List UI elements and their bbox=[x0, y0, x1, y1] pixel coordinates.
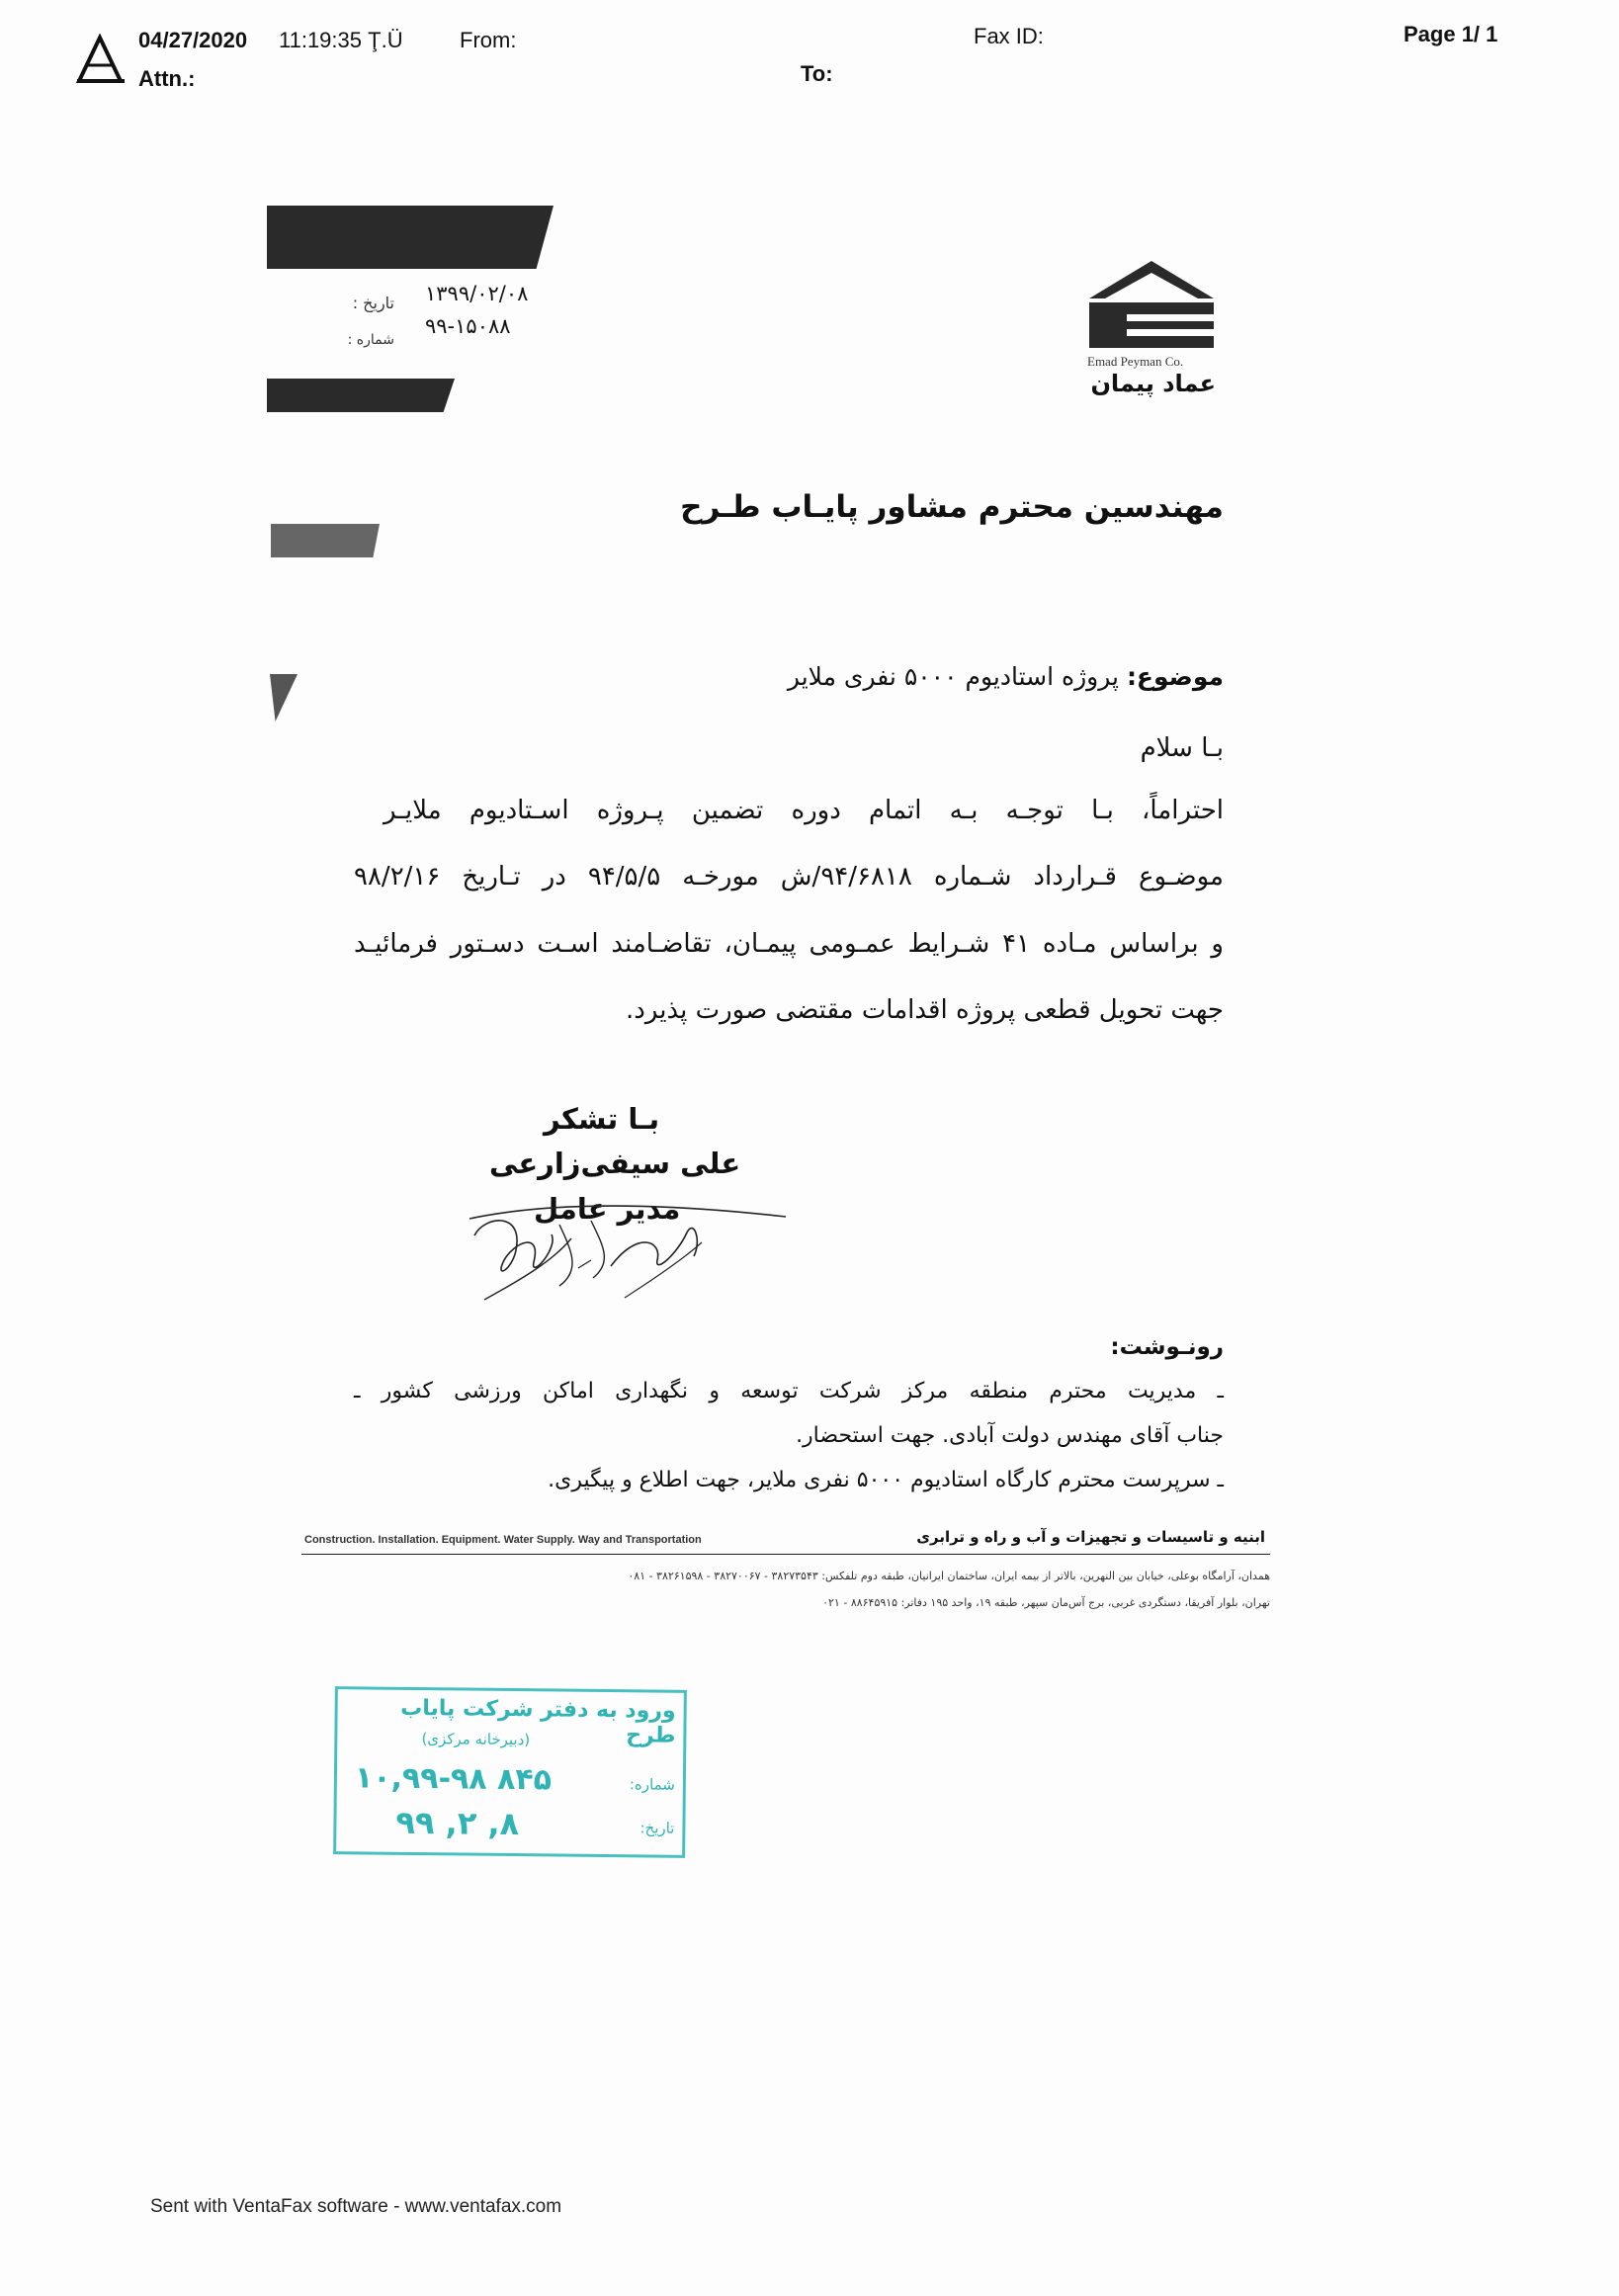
letter-number-value: ۹۹-۱۵۰۸۸ bbox=[425, 314, 511, 338]
services-en: Construction. Installation. Equipment. Water Supply. Way and Transportation bbox=[304, 1534, 702, 1546]
body-line: موضـوع قـرارداد شـماره ۹۴/۶۸۱۸/ش مورخـه ۹۴/۵/۵ در تـاریخ ۹۸/۲/۱۶ bbox=[354, 862, 1224, 892]
fax-page-number: Page 1/ 1 bbox=[1404, 22, 1498, 46]
subject-text: پروژه استادیوم ۵۰۰۰ نفری ملایر bbox=[787, 662, 1119, 691]
recipient-title: مهندسین محترم مشاور پایـاب طـرح bbox=[680, 489, 1224, 525]
stamp-date-label: تاریخ: bbox=[639, 1819, 675, 1837]
stamp-date-value: ۹۹ ,۲ ,۸ bbox=[395, 1803, 520, 1843]
redaction-bar-small bbox=[271, 524, 380, 557]
stamp-number-label: شماره: bbox=[629, 1775, 675, 1794]
company-logo-icon bbox=[1087, 259, 1216, 350]
greeting: بـا سلام bbox=[1140, 733, 1224, 763]
stamp-number-value: ۱۰,۹۹-۹۸ ۸۴۵ bbox=[354, 1760, 553, 1798]
fax-attn-label: Attn.: bbox=[138, 66, 196, 91]
letter-date-value: ۱۳۹۹/۰۲/۰۸ bbox=[425, 282, 529, 305]
address-line-1: همدان، آرامگاه بوعلی، خیابان بین النهرین، بالاتر از بیمه ایران، ساختمان ایرانیان، طبقه دوم تلفکس: ۳۸۲۷۳۵۴۳ - ۳۸۲۷۰۰۶۷ - ۳۸۲۶۱۵۹۸ - ۰۸۱ bbox=[628, 1570, 1270, 1582]
fax-time-suffix: Ţ.Ü bbox=[368, 28, 403, 52]
cc-label: رونـوشت: bbox=[1110, 1334, 1224, 1360]
address-line-2: تهران، بلوار آفریقا، دستگردی غربی، برج آس‌مان سپهر، طبقه ۱۹، واحد ۱۹۵ دفاتر: ۸۸۶۴۵۹۱۵ - ۰۲۱ bbox=[822, 1596, 1270, 1609]
fax-time bbox=[279, 28, 403, 53]
company-name-en: Emad Peyman Co. bbox=[1087, 354, 1184, 369]
redaction-bar-bottom bbox=[267, 379, 455, 412]
cc-line: ـ سرپرست محترم کارگاه استادیوم ۵۰۰۰ نفری ملایر، جهت اطلاع و پیگیری. bbox=[548, 1468, 1224, 1492]
fax-date: 04/27/2020 bbox=[138, 28, 248, 52]
signer-title: مدیر عامل bbox=[534, 1192, 681, 1226]
fax-id-label: Fax ID: bbox=[974, 24, 1044, 48]
body-line: احتراماً، بـا توجـه بـه اتمام دوره تضمین پـروژه اسـتادیوم ملایـر bbox=[383, 796, 1224, 825]
body-line: و براساس مـاده ۴۱ شـرایط عمـومی پیمـان، تقاضـامند اسـت دسـتور فرمائیـد bbox=[354, 929, 1224, 959]
handwritten-signature bbox=[465, 1191, 791, 1319]
fax-to-label: To: bbox=[801, 61, 833, 86]
body-line: جهت تحویل قطعی پروژه اقدامات مقتضی صورت پذیرد. bbox=[626, 995, 1224, 1025]
fax-footer-text: Sent with VentaFax software - www.ventafax.com bbox=[150, 2196, 562, 2217]
subject-line bbox=[334, 662, 1224, 691]
fax-from-label: From: bbox=[460, 28, 517, 52]
cc-line: جناب آقای مهندس دولت آبادی. جهت استحضار. bbox=[796, 1423, 1224, 1448]
letter-date-label: تاریخ : bbox=[352, 294, 394, 312]
letterhead-divider bbox=[301, 1554, 1270, 1555]
redaction-bar-top bbox=[267, 206, 554, 269]
stamp-title: ورود به دفتر شرکت پایاب طرح bbox=[400, 1695, 676, 1748]
closing-text: بـا تشکر bbox=[544, 1102, 660, 1136]
reception-stamp bbox=[333, 1686, 687, 1858]
cc-line: ـ مدیریت محترم منطقه مرکز شرکت توسعه و نگهداری اماکن ورزشی کشور ـ bbox=[354, 1379, 1224, 1403]
letter-number-label: شماره : bbox=[347, 332, 394, 348]
services-fa: ابنیه و تاسیسات و تجهیزات و آب و راه و ترابری bbox=[916, 1528, 1265, 1546]
company-name-fa: عماد پیمان bbox=[1090, 370, 1216, 397]
subject-label: موضوع: bbox=[1126, 662, 1224, 691]
redaction-mark-margin bbox=[270, 674, 298, 722]
fax-logo-icon bbox=[73, 34, 127, 85]
stamp-subtitle: (دبیرخانه مرکزی) bbox=[421, 1730, 531, 1749]
fax-time-value: 11:19:35 bbox=[279, 28, 363, 52]
signer-name: علی سیفی‌زارعی bbox=[489, 1147, 741, 1180]
